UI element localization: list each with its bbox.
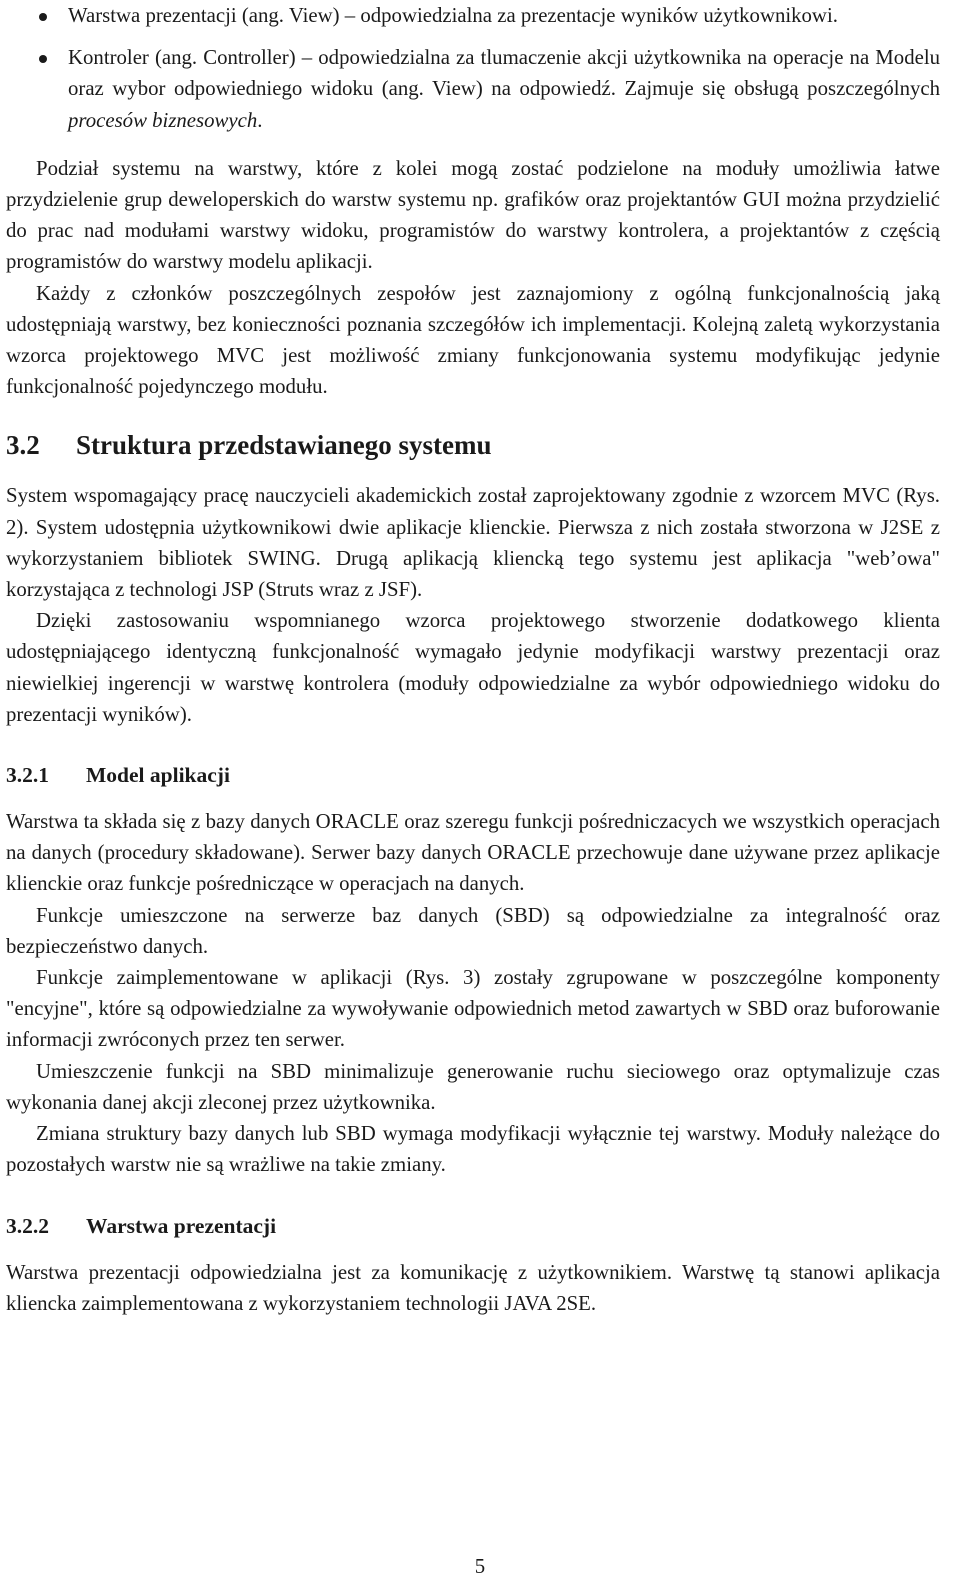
section-number: 3.2 [6,430,40,461]
bullet-item: Kontroler (ang. Controller) – odpowiedzialna za tlumaczenie akcji użytkownika na operacje na Modelu oraz wybor odpowiedniego widoku (ang. View) na odpowiedź. Zajmuje się obsługą poszczególnych procesów biznesowych. [68,42,940,136]
page-number: 5 [474,1555,486,1578]
subsection-heading [6,760,940,790]
subsection-number: 3.2.1 [6,763,49,788]
paragraph: Funkcje zaimplementowane w aplikacji (Rys. 3) zostały zgrupowane w poszczególne komponenty "encyjne", które są odpowiedzialne za wywoływanie odpowiednich metod zawartych w SBD oraz buforowanie informacji zwróconych przez ten serwer. [6,966,940,1052]
subsection-title: Warstwa prezentacji [86,1213,277,1238]
paragraph: Warstwa ta składa się z bazy danych ORACLE oraz szeregu funkcji pośredniczacych we wszystkich operacjach na danych (procedury składowane). Serwer bazy danych ORACLE przechowuje dane używane przez aplikacje klienckie oraz funkcje pośredniczące w operacjach na danych. [6,810,940,896]
paragraph: System wspomagający pracę nauczycieli akademickich został zaprojektowany zgodnie z wzorcem MVC (Rys. 2). System udostępnia użytkownikowi dwie aplikacje klienckie. Pierwsza z nich została stworzona w J2SE z wykorzystaniem bibliotek SWING. Drugą aplikacją kliencką tego systemu jest aplikacja "web’owa" korzystająca z technologi JSP (Struts wraz z JSF). [6,484,940,602]
subsection-heading [6,1211,940,1241]
paragraph: Umieszczenie funkcji na SBD minimalizuje generowanie ruchu sieciowego oraz optymalizuje czas wykonania danej akcji zleconej przez użytkownika. [6,1059,940,1114]
paragraph: Warstwa prezentacji odpowiedzialna jest za komunikację z użytkownikiem. Warstwę tą stanowi aplikacja kliencka zaimplementowana z wykorzystaniem technologii JAVA 2SE. [6,1260,940,1315]
subsection-title: Model aplikacji [86,763,230,788]
section-title: Struktura przedstawianego systemu [76,430,492,461]
italic-term: procesów biznesowych [68,108,258,132]
paragraph: Dzięki zastosowaniu wspomnianego wzorca projektowego stworzenie dodatkowego klienta udostępniającego identyczną funkcjonalność wymagało jedynie modyfikacji warstwy prezentacji oraz niewielkiej ingerencji w warstwę kontrolera (moduły odpowiedzialne za wybór odpowiedniego widoku do prezentacji wyników). [6,609,940,726]
paragraph: Podział systemu na warstwy, które z kolei mogą zostać podzielone na moduły umożliwia łatwe przydzielenie grup deweloperskich do warstw systemu np. grafików oraz projektantów GUI można przydzielić do prac nad modułami warstwy widoku, programistów do warstwy kontrolera, a projektantów z częścią programistów do warstwy modelu aplikacji. [6,156,940,274]
page-body [6,0,940,1319]
section-heading [6,427,940,463]
paragraph: Funkcje umieszczone na serwerze baz danych (SBD) są odpowiedzialne za integralność oraz bezpieczeństwo danych. [6,903,940,958]
bullet-item: Warstwa prezentacji (ang. View) – odpowiedzialna za prezentacje wyników użytkownikowi. [68,0,940,31]
bullet-list [6,0,940,136]
subsection-number: 3.2.2 [6,1213,49,1238]
paragraph: Każdy z członków poszczególnych zespołów jest zaznajomiony z ogólną funkcjonalnością jaką udostępniają warstwy, bez konieczności poznania szczegółów ich implementacji. Kolejną zaletą wykorzystania wzorca projektowego MVC jest możliwość zmiany funkcjonowania systemu modyfikując jedynie funkcjonalność pojedynczego modułu. [6,281,940,399]
paragraph: Zmiana struktury bazy danych lub SBD wymaga modyfikacji wyłącznie tej warstwy. Moduły należące do pozostałych warstw nie są wrażliwe na takie zmiany. [6,1122,940,1177]
